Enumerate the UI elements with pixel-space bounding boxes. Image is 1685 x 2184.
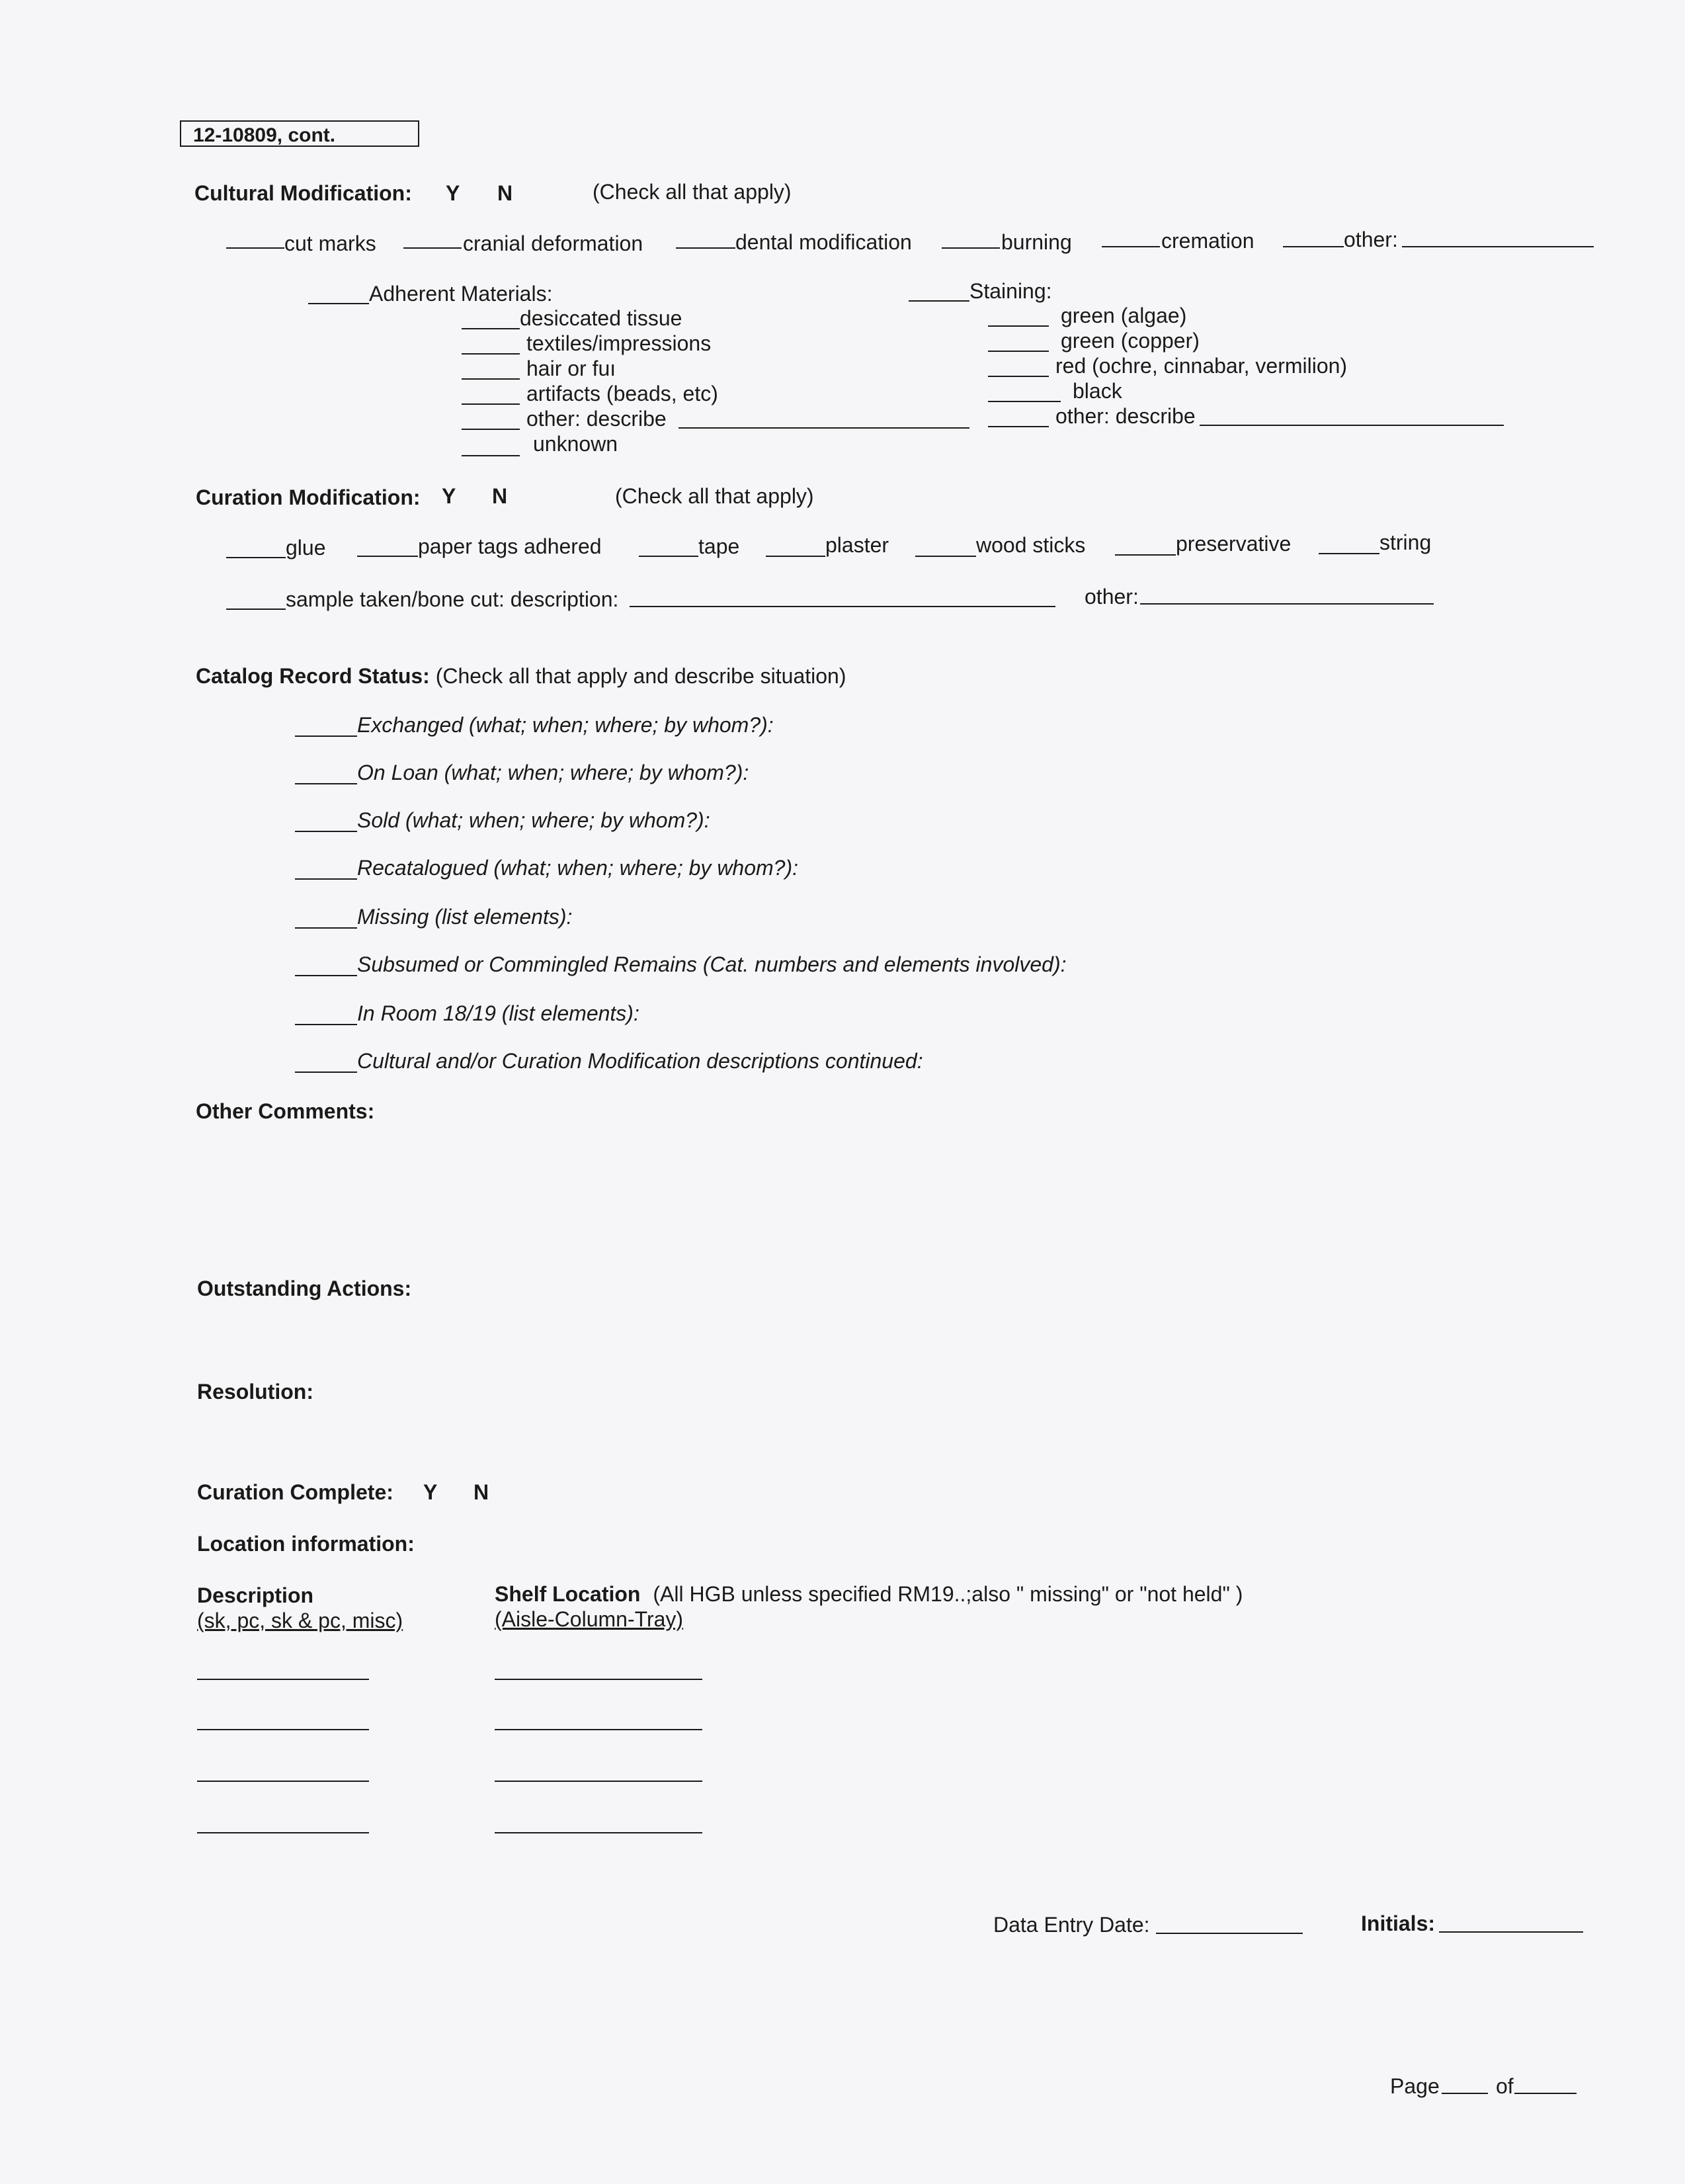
adherent-other-label: other: describe [526,407,667,431]
check-green-copper[interactable] [988,351,1049,352]
artifacts-label: artifacts (beads, etc) [526,382,718,405]
check-unknown[interactable] [462,455,520,456]
check-red[interactable] [988,376,1049,377]
check-plaster[interactable] [766,556,825,557]
check-paper-tags[interactable] [357,556,418,557]
description-field-2[interactable] [197,1729,369,1730]
missing-label: Missing (list elements): [357,905,573,929]
check-staining[interactable] [909,300,969,302]
check-subsumed[interactable] [295,975,357,976]
curation-mod-note: (Check all that apply) [615,484,814,508]
curation-modification-label: Curation Modification: [196,485,421,509]
check-exchanged[interactable] [295,735,357,737]
page-total-field[interactable] [1514,2093,1577,2094]
check-tape[interactable] [639,556,698,557]
check-burning[interactable] [942,247,1000,249]
staining-label: Staining: [969,279,1052,303]
outstanding-actions-label: Outstanding Actions: [197,1277,412,1300]
check-desiccated-tissue[interactable] [462,328,520,329]
glue-label: glue [286,536,326,560]
cultural-mod-yes[interactable]: Y [446,181,460,205]
string-label: string [1379,530,1432,554]
page-label: Page [1390,2074,1440,2098]
data-entry-date-label: Data Entry Date: [993,1913,1150,1937]
shelf-location-note: (All HGB unless specified RM19..;also " missing" or "not held" ) [653,1582,1243,1606]
sold-label: Sold (what; when; where; by whom?): [357,808,710,832]
curation-complete-label: Curation Complete: [197,1480,393,1504]
staining-other-field[interactable] [1200,425,1504,426]
subsumed-label: Subsumed or Commingled Remains (Cat. numbers and elements involved): [357,952,1067,976]
shelf-field-3[interactable] [495,1781,702,1782]
check-adherent-materials[interactable] [308,303,369,304]
description-field-1[interactable] [197,1679,369,1680]
check-descriptions-continued[interactable] [295,1071,357,1073]
cultural-other-field[interactable] [1402,246,1594,247]
curation-other-label: other: [1085,585,1139,609]
description-sub: (sk, pc, sk & pc, misc) [197,1609,403,1632]
shelf-location-header: Shelf Location [495,1582,641,1606]
check-sold[interactable] [295,831,357,832]
check-recatalogued[interactable] [295,878,357,880]
curation-complete-no[interactable]: N [473,1480,489,1504]
burning-label: burning [1001,230,1072,254]
black-label: black [1073,379,1122,403]
dental-modification-label: dental modification [735,230,912,254]
staining-other-label: other: describe [1055,404,1196,428]
resolution-label: Resolution: [197,1380,313,1404]
check-room-18-19[interactable] [295,1024,357,1025]
sample-description-field[interactable] [630,606,1055,607]
tape-label: tape [698,534,740,558]
cultural-other-label: other: [1344,228,1398,251]
wood-sticks-label: wood sticks [976,533,1086,557]
check-glue[interactable] [226,557,286,558]
green-algae-label: green (algae) [1061,304,1187,327]
shelf-location-sub: (Aisle-Column-Tray) [495,1607,684,1631]
check-cranial-deformation[interactable] [403,247,462,249]
adherent-other-field[interactable] [678,427,969,429]
check-artifacts[interactable] [462,403,520,405]
check-missing[interactable] [295,927,357,929]
curation-complete-yes[interactable]: Y [423,1480,438,1504]
shelf-location-heading [495,1583,1243,1605]
check-on-loan[interactable] [295,783,357,784]
of-label: of [1496,2074,1514,2098]
hair-fur-label: hair or fuı [526,357,616,380]
check-adherent-other[interactable] [462,429,520,430]
check-wood-sticks[interactable] [915,556,976,557]
shelf-field-4[interactable] [495,1832,702,1833]
catalog-status-heading [196,665,846,687]
description-field-4[interactable] [197,1832,369,1833]
check-sample-taken[interactable] [226,609,286,610]
check-textiles[interactable] [462,353,520,355]
check-string[interactable] [1319,553,1379,554]
descriptions-continued-label: Cultural and/or Curation Modification descriptions continued: [357,1049,923,1073]
record-id: 12-10809, cont. [193,124,336,146]
cultural-mod-note: (Check all that apply) [593,180,792,204]
unknown-label: unknown [533,432,618,456]
cremation-label: cremation [1161,229,1254,253]
curation-mod-no[interactable]: N [492,484,508,508]
room-18-19-label: In Room 18/19 (list elements): [357,1001,639,1025]
record-id-box [180,120,419,147]
cranial-deformation-label: cranial deformation [463,231,643,255]
cultural-modification-label: Cultural Modification: [194,181,412,205]
check-staining-other[interactable] [988,426,1049,427]
initials-label: Initials: [1361,1911,1436,1935]
cut-marks-label: cut marks [284,231,376,255]
check-preservative[interactable] [1115,554,1176,556]
plaster-label: plaster [825,533,889,557]
paper-tags-label: paper tags adhered [418,534,602,558]
preservative-label: preservative [1176,532,1292,556]
other-comments-label: Other Comments: [196,1099,375,1123]
catalog-status-note: (Check all that apply and describe situation) [435,664,846,688]
check-dental-modification[interactable] [676,247,735,249]
initials-field[interactable] [1439,1931,1583,1933]
recatalogued-label: Recatalogued (what; when; where; by whom?): [357,856,799,880]
cultural-mod-no[interactable]: N [497,181,513,205]
curation-mod-yes[interactable]: Y [442,484,456,508]
check-hair-fur[interactable] [462,378,520,380]
sample-taken-label: sample taken/bone cut: description: [286,587,619,611]
adherent-materials-label: Adherent Materials: [369,282,553,306]
desiccated-tissue-label: desiccated tissue [520,306,682,330]
check-green-algae[interactable] [988,325,1049,327]
catalog-status-label: Catalog Record Status: [196,664,430,688]
on-loan-label: On Loan (what; when; where; by whom?): [357,761,749,784]
description-header: Description [197,1583,314,1607]
red-label: red (ochre, cinnabar, vermilion) [1055,354,1348,378]
description-field-3[interactable] [197,1781,369,1782]
exchanged-label: Exchanged (what; when; where; by whom?): [357,713,774,737]
check-black[interactable] [988,401,1061,402]
textiles-label: textiles/impressions [526,331,712,355]
check-cut-marks[interactable] [226,247,284,249]
check-cremation[interactable] [1102,246,1160,247]
shelf-field-1[interactable] [495,1679,702,1680]
shelf-field-2[interactable] [495,1729,702,1730]
data-entry-date-field[interactable] [1156,1933,1303,1934]
green-copper-label: green (copper) [1061,329,1200,353]
location-info-label: Location information: [197,1532,415,1556]
page-number-field[interactable] [1442,2093,1488,2094]
curation-other-field[interactable] [1140,603,1434,605]
check-cultural-other[interactable] [1283,246,1344,247]
